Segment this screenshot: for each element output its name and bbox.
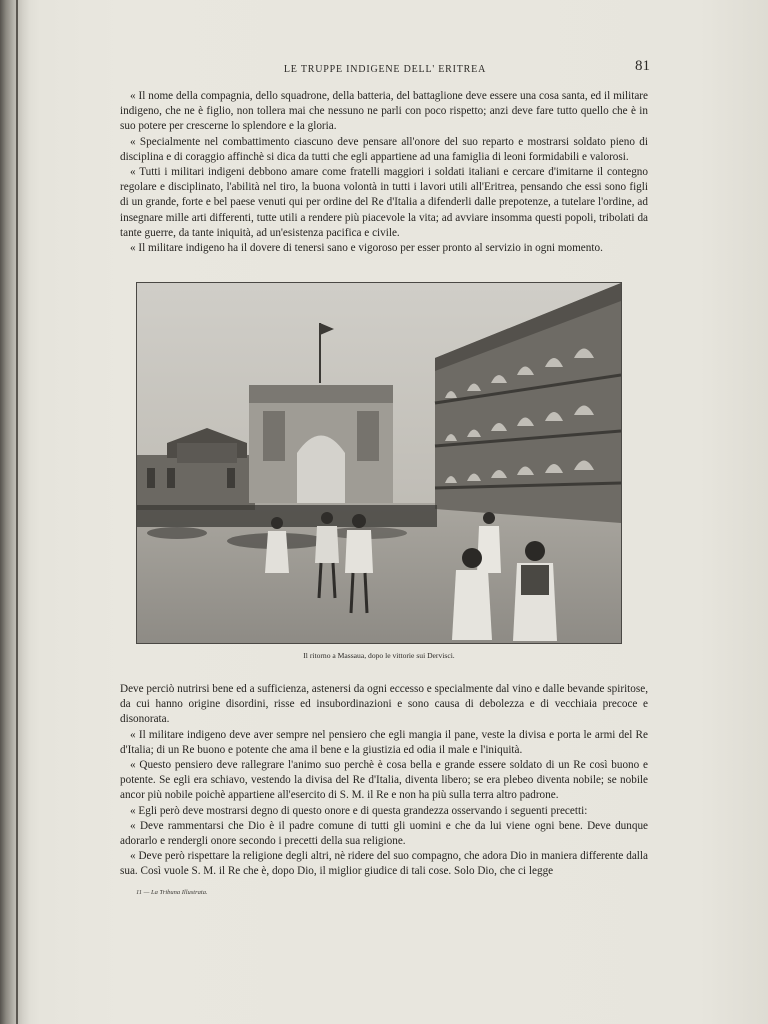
engraving <box>137 283 621 643</box>
paragraph: « Deve però rispettare la religione degli altri, nè ridere del suo compagno, che adora Dio in maniera differente dalla sua. Così vuole S. M. il Re che è, dopo Dio, il miglior giudice di tali cose. Solo Dio, che ci legge <box>120 850 648 878</box>
page-number: 81 <box>635 58 650 74</box>
paragraph: « Il militare indigeno deve aver sempre nel pensiero che egli mangia il pane, veste la divisa e porta le armi del Re d'Italia; di un Re buono e potente che ama il bene e la giustizia ed odia il male e l'iniquità. <box>120 728 648 756</box>
paragraph: « Specialmente nel combattimento ciascuno deve pensare all'onore del suo reparto e mostrarsi soldato pieno di disciplina e di coraggio affinchè si dica da tutti che egli appartiene ad una famiglia di leoni formidabili e valorosi. <box>120 135 648 163</box>
page-header <box>120 58 650 80</box>
paragraph: « Questo pensiero deve rallegrare l'animo suo perchè è cosa bella e grande essere soldato di un Re così buono e potente. Se egli era schiavo, vestendo la divisa del Re d'Italia, diventa libero; se era plebeo diventa nobile; se nobile ancor più nobile poichè appartiene all'esercito di S. M. il Re e non ha più sulla terra altro padrone. <box>120 759 648 802</box>
illustration-massaua <box>136 282 622 644</box>
bottom-text-block <box>120 682 648 880</box>
page-footer: 11 — La Tribuna Illustrata. <box>136 889 208 896</box>
running-title: LE TRUPPE INDIGENE DELL' ERITREA <box>283 64 487 75</box>
paragraph: « Deve rammentarsi che Dio è il padre comune di tutti gli uomini e che da lui viene ogni bene. Deve dunque adorarlo e rendergli onore secondo i precetti della sua religione. <box>120 819 648 848</box>
paragraph: « Tutti i militari indigeni debbono amare come fratelli maggiori i soldati italiani e cercare d'imitarne il contegno regolare e disciplinato, l'abilità nel tiro, la buona volontà in tutti i lavori utili all'Eritrea, pensando che essi sono figli di un grande, forte e bel paese venuti qui per ordine del Re d'Italia a difenderli dalle prepotenze, a tutelare l'ordine, ad insegnare mille arti differenti, tutte utili a rendere più piacevole la vita; ad avviare insomma questi popoli, tribolati da tante guerre, da tante iniquità, ad un'esistenza pacifica e civile. <box>120 166 648 239</box>
binding-stitch <box>16 0 18 1024</box>
book-binding <box>0 0 30 1024</box>
paragraph: « Il militare indigeno ha il dovere di tenersi sano e vigoroso per esser pronto al servizio in ogni momento. <box>130 242 603 255</box>
paragraph: « Il nome della compagnia, dello squadrone, della batteria, del battaglione deve essere una cosa santa, ed il militare indigeno, che ne è figlio, non tollera mai che nessuno ne parli con poco rispetto; anzi deve fare tutto quello che è in suo potere per crescerne lo splendore e la gloria. <box>120 90 648 133</box>
figure-caption: Il ritorno a Massaua, dopo le vittorie sui Dervisci. <box>303 651 455 660</box>
paragraph: Deve perciò nutrirsi bene ed a sufficienza, astenersi da ogni eccesso e specialmente dal vino e dalle bevande spiritose, da cui hanno origine disordini, risse ed insubordinazioni e sono causa di debolezza e di vecchiaia precoce e disonorata. <box>120 683 648 726</box>
paragraph: « Egli però deve mostrarsi degno di questo onore e di questa grandezza osservando i seguenti precetti: <box>130 804 588 817</box>
top-text-block <box>120 89 648 256</box>
